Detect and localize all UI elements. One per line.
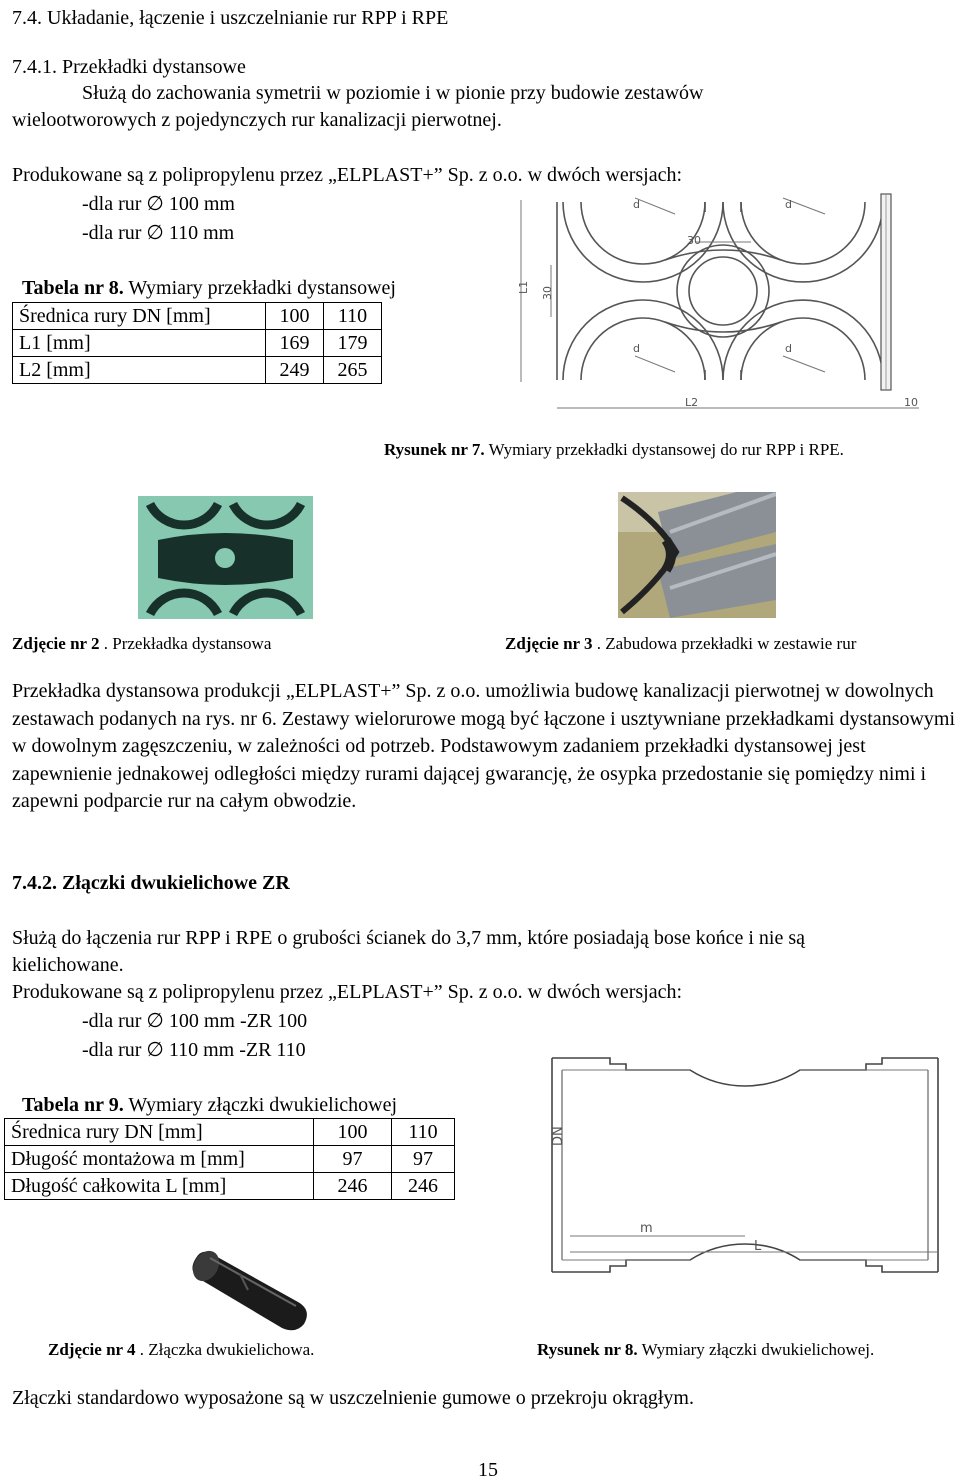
table-cell: 179 bbox=[324, 330, 382, 357]
table-cell: 100 bbox=[266, 303, 324, 330]
version-zr110: -dla rur ∅ 110 mm -ZR 110 bbox=[82, 1039, 306, 1061]
spacer-photo bbox=[138, 496, 313, 619]
table-cell: 110 bbox=[392, 1119, 455, 1146]
subsection-heading-1: 7.4.1. Przekładki dystansowe bbox=[12, 56, 246, 78]
table-cell: 246 bbox=[314, 1173, 392, 1200]
table-9-title: Wymiary złączki dwukielichowej bbox=[123, 1094, 398, 1116]
version-100: -dla rur ∅ 100 mm bbox=[82, 193, 235, 215]
figure-7-title: Wymiary przekładki dystansowej do rur RPP i RPE. bbox=[484, 440, 844, 459]
table-cell: 246 bbox=[392, 1173, 455, 1200]
table-row bbox=[13, 303, 382, 330]
table-cell: 169 bbox=[266, 330, 324, 357]
dimension-label: 10 bbox=[904, 396, 918, 409]
table-cell: 97 bbox=[314, 1146, 392, 1173]
table-cell: 100 bbox=[314, 1119, 392, 1146]
intro-line-2: kielichowane. bbox=[12, 954, 124, 976]
table-8-label: Tabela nr 8. bbox=[22, 277, 124, 299]
table-cell: Długość montażowa m [mm] bbox=[5, 1146, 314, 1173]
version-zr100: -dla rur ∅ 100 mm -ZR 100 bbox=[82, 1010, 308, 1032]
table-row bbox=[5, 1119, 455, 1146]
section-title: 7.4. Układanie, łączenie i uszczelnianie rur RPP i RPE bbox=[12, 7, 449, 29]
table-cell: 110 bbox=[324, 303, 382, 330]
produced-line: Produkowane są z polipropylenu przez „ELPLAST+” Sp. z o.o. w dwóch wersjach: bbox=[12, 981, 682, 1003]
table-8 bbox=[12, 302, 382, 384]
dimension-label: L1 bbox=[517, 280, 530, 294]
photo-3-title: . Zabudowa przekładki w zestawie rur bbox=[592, 634, 857, 653]
table-cell: L1 [mm] bbox=[13, 330, 266, 357]
coupler-technical-drawing bbox=[540, 1040, 950, 1290]
dimension-label: 30 bbox=[541, 286, 554, 300]
version-110: -dla rur ∅ 110 mm bbox=[82, 222, 235, 244]
table-row bbox=[13, 357, 382, 384]
photo-3-caption bbox=[505, 634, 856, 654]
photo-2-label: Zdjęcie nr 2 bbox=[12, 634, 100, 653]
figure-8-title: Wymiary złączki dwukielichowej. bbox=[637, 1340, 875, 1359]
figure-8-caption bbox=[537, 1340, 874, 1360]
table-cell: 97 bbox=[392, 1146, 455, 1173]
table-row bbox=[5, 1173, 455, 1200]
dimension-label: DN bbox=[551, 1126, 566, 1146]
dimension-label: L bbox=[754, 1239, 762, 1254]
table-8-caption bbox=[22, 276, 396, 300]
dimension-label: d bbox=[633, 198, 640, 211]
intro-line-1: Służą do zachowania symetrii w poziomie i w pionie przy budowie zestawów bbox=[82, 82, 704, 104]
dimension-label: d bbox=[785, 342, 792, 355]
table-cell: Średnica rury DN [mm] bbox=[5, 1119, 314, 1146]
figure-8-label: Rysunek nr 8. bbox=[537, 1340, 638, 1359]
table-9 bbox=[4, 1118, 455, 1200]
photo-2-caption bbox=[12, 634, 271, 654]
dimension-label: d bbox=[785, 198, 792, 211]
dimension-label: d bbox=[633, 342, 640, 355]
table-8-title: Wymiary przekładki dystansowej bbox=[123, 277, 396, 299]
table-row bbox=[13, 330, 382, 357]
photo-4-title: . Złączka dwukielichowa. bbox=[135, 1340, 315, 1359]
final-note: Złączki standardowo wyposażone są w uszczelnienie gumowe o przekroju okrągłym. bbox=[12, 1387, 694, 1409]
spacer-description-paragraph: Przekładka dystansowa produkcji „ELPLAST+” Sp. z o.o. umożliwia budowę kanalizacji pierwotnej w dowolnych zestawach podanych na rys. nr 6. Zestawy wielorurowe mogą być łączone i usztywniane przekładkami dystansowymi w dowolnym zagęszczeniu, w zależności od potrzeb. Podstawowym zadaniem przekładki dystansowej jest zapewnienie jednakowej odległości między rurami dającej gwarancję, że osypka przedostanie się pomiędzy nimi i zapewni podparcie rur na całym obwodzie. bbox=[12, 680, 956, 812]
intro-line-2: wielootworowych z pojedynczych rur kanalizacji pierwotnej. bbox=[12, 109, 502, 131]
table-9-caption bbox=[22, 1093, 397, 1117]
photo-3-label: Zdjęcie nr 3 bbox=[505, 634, 593, 653]
table-cell: Długość całkowita L [mm] bbox=[5, 1173, 314, 1200]
dimension-label: L2 bbox=[685, 396, 699, 409]
table-cell: Średnica rury DN [mm] bbox=[13, 303, 266, 330]
table-9-label: Tabela nr 9. bbox=[22, 1094, 124, 1116]
figure-7-caption bbox=[384, 440, 844, 460]
subsection-heading-2: 7.4.2. Złączki dwukielichowe ZR bbox=[12, 872, 290, 894]
table-row bbox=[5, 1146, 455, 1173]
coupler-photo bbox=[190, 1232, 330, 1332]
table-cell: L2 [mm] bbox=[13, 357, 266, 384]
spacer-technical-drawing bbox=[515, 180, 935, 412]
intro-line-1: Służą do łączenia rur RPP i RPE o grubości ścianek do 3,7 mm, które posiadają bose końce i nie są bbox=[12, 927, 805, 949]
table-cell: 265 bbox=[324, 357, 382, 384]
dimension-label: m bbox=[640, 1221, 653, 1236]
installation-photo bbox=[618, 492, 776, 618]
figure-7-label: Rysunek nr 7. bbox=[384, 440, 485, 459]
photo-4-caption bbox=[48, 1340, 314, 1360]
photo-2-title: . Przekładka dystansowa bbox=[99, 634, 272, 653]
photo-4-label: Zdjęcie nr 4 bbox=[48, 1340, 136, 1359]
dimension-label: 30 bbox=[687, 234, 701, 247]
produced-line: Produkowane są z polipropylenu przez „ELPLAST+” Sp. z o.o. w dwóch wersjach: bbox=[12, 164, 682, 186]
table-cell: 249 bbox=[266, 357, 324, 384]
page-number: 15 bbox=[478, 1459, 498, 1481]
